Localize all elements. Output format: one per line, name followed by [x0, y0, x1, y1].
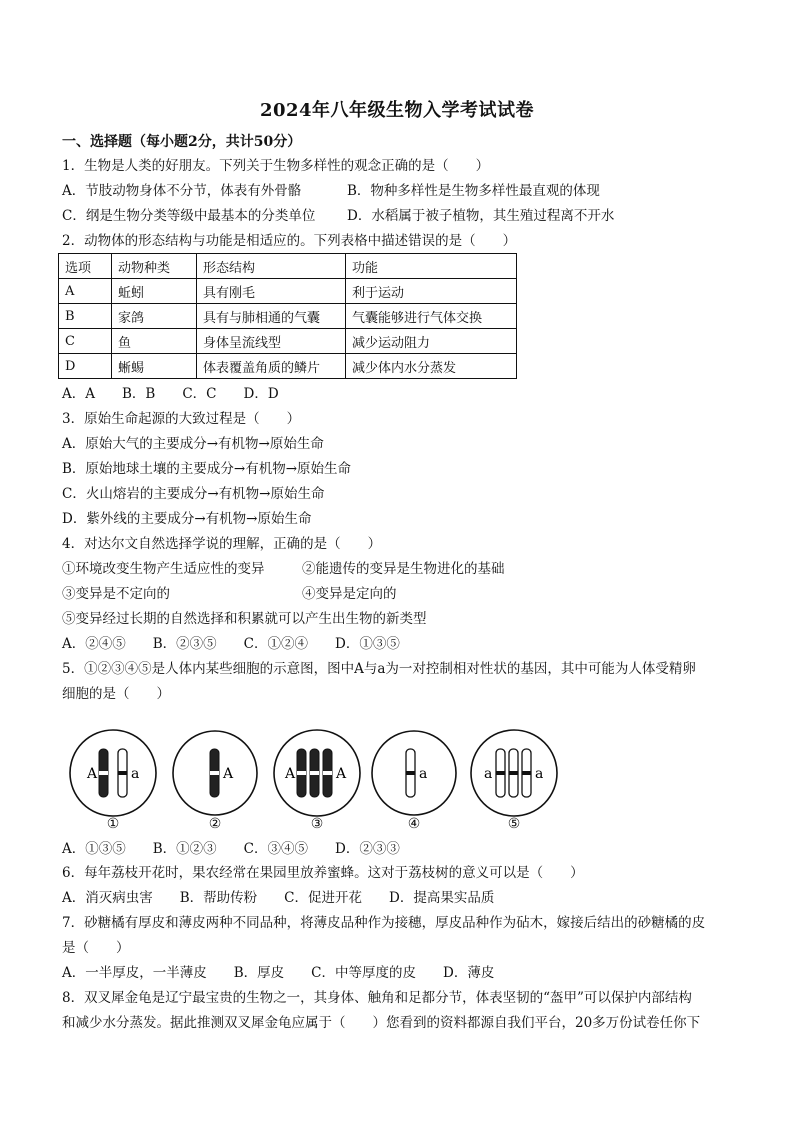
cell-1 — [70, 730, 156, 816]
q5-stem-line2: 细胞的是（ ） — [62, 686, 170, 702]
table-cell: 减少运动阻力 — [346, 329, 517, 354]
q3-option-c: C．火山熔岩的主要成分→有机物→原始生命 — [62, 486, 325, 502]
q4-options: A．②④⑤ B．②③⑤ C．①②④ D．①③⑤ — [62, 636, 400, 652]
cell-4 — [372, 731, 456, 815]
q6-options: A．消灭病虫害 B．帮助传粉 C．促进开花 D．提高果实品质 — [62, 890, 495, 906]
q8-stem-line2: 和减少水分蒸发。据此推测双叉犀金龟应属于（ ）您看到的资料都源自我们平台，20多万份试卷任你下 — [62, 1015, 701, 1031]
table-cell: 具有刚毛 — [197, 279, 346, 304]
page-title: 2024年八年级生物入学考试试卷 — [259, 100, 535, 121]
q1-option-c: C．纲是生物分类等级中最基本的分类单位 — [62, 208, 316, 224]
q8-stem-line1: 8．双叉犀金龟是辽宁最宝贵的生物之一，其身体、触角和足都分节，体表坚韧的“盔甲”可以保护内部结构 — [62, 990, 692, 1006]
q5-options: A．①③⑤ B．①②③ C．③④⑤ D．②③③ — [62, 841, 400, 857]
q5-stem-line1: 5．①②③④⑤是人体内某些细胞的示意图，图中A与a为一对控制相对性状的基因，其中可能为人体受精卵 — [62, 661, 696, 677]
cell-label-4: ④ — [407, 816, 421, 832]
table-cell: D — [59, 354, 112, 379]
q2-table — [58, 253, 517, 379]
table-cell: 气囊能够进行气体交换 — [346, 304, 517, 329]
q4-statement-4: ④变异是定向的 — [302, 586, 397, 602]
section-heading: 一、选择题（每小题2分，共计50分） — [62, 134, 302, 150]
table-row — [59, 329, 517, 354]
table-cell: 家鸽 — [112, 304, 197, 329]
q1-option-a: A．节肢动物身体不分节，体表有外骨骼 — [62, 183, 302, 199]
q3-option-d: D．紫外线的主要成分→有机物→原始生命 — [62, 511, 312, 527]
q7-options: A．一半厚皮，一半薄皮 B．厚皮 C．中等厚度的皮 D．薄皮 — [62, 965, 495, 981]
gene-label: A — [336, 766, 347, 782]
q4-stem: 4．对达尔文自然选择学说的理解，正确的是（ ） — [62, 536, 382, 552]
cell-label-5: ⑤ — [507, 816, 521, 832]
table-cell: 体表覆盖角质的鳞片 — [197, 354, 346, 379]
gene-label: a — [131, 766, 140, 782]
cell-label-2: ② — [208, 816, 222, 832]
q3-stem: 3．原始生命起源的大致过程是（ ） — [62, 411, 301, 427]
q1-option-b: B．物种多样性是生物多样性最直观的体现 — [347, 183, 600, 199]
q2-stem: 2．动物体的形态结构与功能是相适应的。下列表格中描述错误的是（ ） — [62, 233, 517, 249]
q1-option-d: D．水稻属于被子植物，其生殖过程离不开水 — [347, 208, 615, 224]
gene-label: a — [419, 766, 428, 782]
gene-label: A — [87, 766, 98, 782]
gene-label: a — [535, 766, 544, 782]
q4-statement-1: ①环境改变生物产生适应性的变异 — [62, 561, 265, 577]
table-cell: C — [59, 329, 112, 354]
cell-label-1: ① — [106, 816, 120, 832]
table-cell: 利于运动 — [346, 279, 517, 304]
table-row — [59, 354, 517, 379]
q3-option-b: B．原始地球土壤的主要成分→有机物→原始生命 — [62, 461, 352, 477]
q4-statement-2: ②能遗传的变异是生物进化的基础 — [302, 561, 505, 577]
q4-statement-3: ③变异是不定向的 — [62, 586, 170, 602]
table-cell: 身体呈流线型 — [197, 329, 346, 354]
table-cell: 蜥蜴 — [112, 354, 197, 379]
gene-label: A — [285, 766, 296, 782]
gene-label: A — [223, 766, 234, 782]
table-header-cell: 选项 — [59, 254, 112, 279]
q3-option-a: A．原始大气的主要成分→有机物→原始生命 — [62, 436, 324, 452]
table-cell: B — [59, 304, 112, 329]
q6-stem: 6．每年荔枝开花时，果农经常在果园里放养蜜蜂。这对于荔枝树的意义可以是（ ） — [62, 865, 584, 881]
gene-label: a — [484, 766, 493, 782]
table-cell: A — [59, 279, 112, 304]
table-header-cell: 动物种类 — [112, 254, 197, 279]
table-cell: 蚯蚓 — [112, 279, 197, 304]
table-header-row — [59, 254, 517, 279]
q1-stem: 1．生物是人类的好朋友。下列关于生物多样性的观念正确的是（ ） — [62, 158, 490, 174]
table-row — [59, 279, 517, 304]
q2-options: A．A B．B C．C D．D — [62, 386, 279, 402]
q4-statement-5: ⑤变异经过长期的自然选择和积累就可以产生出生物的新类型 — [62, 611, 427, 627]
cell-5 — [471, 730, 557, 816]
table-header-cell: 形态结构 — [197, 254, 346, 279]
cell-3 — [274, 730, 360, 816]
cell-2 — [173, 731, 257, 815]
table-header-cell: 功能 — [346, 254, 517, 279]
table-cell: 具有与肺相通的气囊 — [197, 304, 346, 329]
cell-label-3: ③ — [310, 816, 324, 832]
q7-stem-line1: 7．砂糖橘有厚皮和薄皮两种不同品种，将薄皮品种作为接穗，厚皮品种作为砧木，嫁接后结出的砂糖橘的皮 — [62, 915, 706, 931]
q7-stem-line2: 是（ ） — [62, 940, 130, 956]
table-row — [59, 304, 517, 329]
table-cell: 鱼 — [112, 329, 197, 354]
table-cell: 减少体内水分蒸发 — [346, 354, 517, 379]
